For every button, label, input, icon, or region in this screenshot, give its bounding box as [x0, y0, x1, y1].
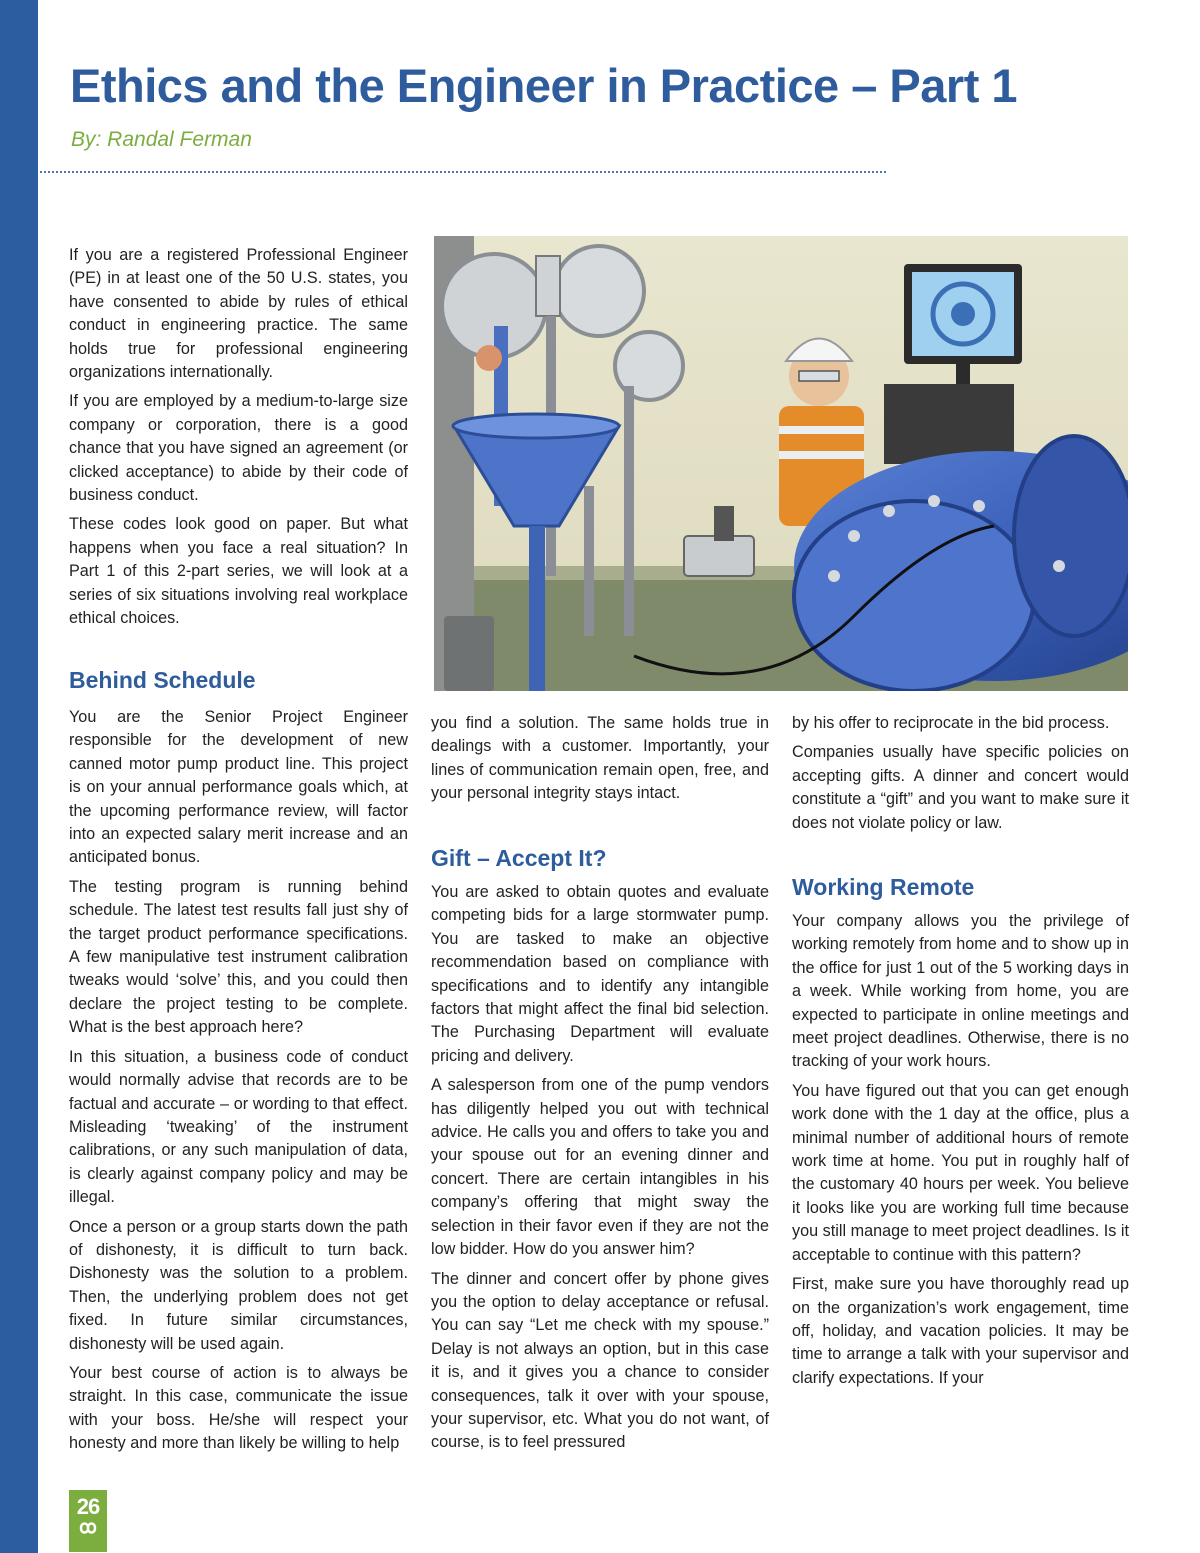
body-paragraph: The dinner and concert offer by phone gives you the option to delay acceptance or refusal. You can say “Let me check with my spouse.” Delay is not always an option, but in this case it is, and it gives you a chance to consider consequences, talk it over with your spouse, your supervisor, etc. What you do not want, of course, is to feel pressured [431, 1269, 769, 1452]
column-2 [431, 712, 769, 812]
body-paragraph: You are the Senior Project Engineer responsible for the development of new canned motor pump product line. This project is on your annual performance goals which, at the upcoming performance review, will factor into an expected salary merit increase and an anticipated bonus. [69, 708, 408, 867]
body-paragraph: by his offer to reciprocate in the bid process. [792, 714, 1110, 732]
body-paragraph: you find a solution. The same holds true in dealings with a customer. Importantly, your lines of communication remain open, free, and your personal integrity stays intact. [431, 714, 769, 803]
behind-schedule-heading-wrap [69, 666, 256, 694]
working-remote-section [792, 910, 1129, 1396]
intro-paragraph: If you are employed by a medium-to-large size company or corporation, there is a good chance that you have signed an agreement (or clicked acceptance) to abide by their code of business conduct. [69, 392, 408, 505]
behind-schedule-section [69, 706, 408, 1462]
body-paragraph: Once a person or a group starts down the path of dishonesty, it is difficult to turn back. Dishonesty was the solution to a problem. Then, the underlying problem does not get fixed. In future similar circumstances, dishonesty will be used again. [69, 1217, 408, 1353]
body-paragraph: First, make sure you have thoroughly read up on the organization’s work engagement, time off, holiday, and vacation policies. It may be time to arrange a talk with your supervisor and clarify expectations. If your [792, 1275, 1129, 1387]
body-paragraph: You are asked to obtain quotes and evaluate competing bids for a large stormwater pump. You are tasked to make an objective recommendation based on compliance with specifications and to identify any intangible factors that might affect the final bid selection. The Purchasing Department will evaluate pricing and delivery. [431, 883, 769, 1065]
gift-heading: Gift – Accept It? [431, 845, 607, 871]
working-remote-heading: Working Remote [792, 874, 975, 900]
behind-schedule-heading: Behind Schedule [69, 667, 256, 693]
column-3 [792, 712, 1129, 841]
article-byline: By: Randal Ferman [71, 128, 252, 151]
gift-heading-wrap [431, 844, 607, 872]
body-paragraph: A salesperson from one of the pump vendors has diligently helped you out with technical advice. He calls you and offers to take you and your spouse out for an evening dinner and concert. There are certain intangibles in his company’s offering that might sway the selection in their favor even if they are not the low bidder. How do you answer him? [431, 1076, 769, 1259]
working-remote-heading-wrap [792, 873, 974, 901]
body-paragraph: Your best course of action is to always be straight. In this case, communicate the issue with your boss. He/she will respect your honesty and more than likely be willing to help [69, 1363, 408, 1453]
body-paragraph: Companies usually have specific policies on accepting gifts. A dinner and concert would constitute a “gift” and you want to make sure it does not violate policy or law. [792, 743, 1129, 832]
page-number-badge [69, 1490, 107, 1552]
gift-section [431, 881, 769, 1461]
engineer-pump-illustration [434, 236, 1128, 691]
intro-paragraph: These codes look good on paper. But what happens when you face a real situation? In Part 1 of this 2-part series, we will look at a series of six situations involving real workplace ethical choices. [69, 515, 408, 628]
body-paragraph: You have figured out that you can get enough work done with the 1 day at the office, plus a minimal number of additional hours of remote work time at home. You put in roughly half of the customary 40 hours per week. You believe it looks like you are working full time because you still manage to meet project deadlines. Is it acceptable to continue with this pattern? [792, 1081, 1129, 1264]
intro-paragraph: If you are a registered Professional Engineer (PE) in at least one of the 50 U.S. states, you have consented to abide by rules of ethical conduct in engineering practice. The same holds true for professional engineering organizations internationally. [69, 246, 408, 382]
page-number: 26 [76, 1494, 100, 1519]
left-color-bar [0, 0, 38, 1553]
body-paragraph: Your company allows you the privilege of working remotely from home and to show up in the office for just 1 out of the 5 working days in a week. While working from home, you are expected to participate in online meetings and meet project deadlines. Otherwise, there is no tracking of your work hours. [792, 912, 1129, 1071]
infinity-icon [73, 1520, 103, 1536]
body-paragraph: The testing program is running behind schedule. The latest test results fall just shy of the target product performance specifications. A few manipulative test instrument calibration tweaks would ‘solve’ this, and you could then declare the project testing to be complete. What is the best approach here? [69, 877, 408, 1037]
article-title: Ethics and the Engineer in Practice – Part 1 [70, 59, 1018, 112]
title-divider [40, 171, 886, 173]
body-paragraph: In this situation, a business code of conduct would normally advise that records are to be factual and accurate – or wording to that effect. Misleading ‘tweaking’ of the instrument calibrations, or any such manipulation of data, is clearly against company policy and may be illegal. [69, 1047, 408, 1207]
intro-section [69, 244, 408, 637]
